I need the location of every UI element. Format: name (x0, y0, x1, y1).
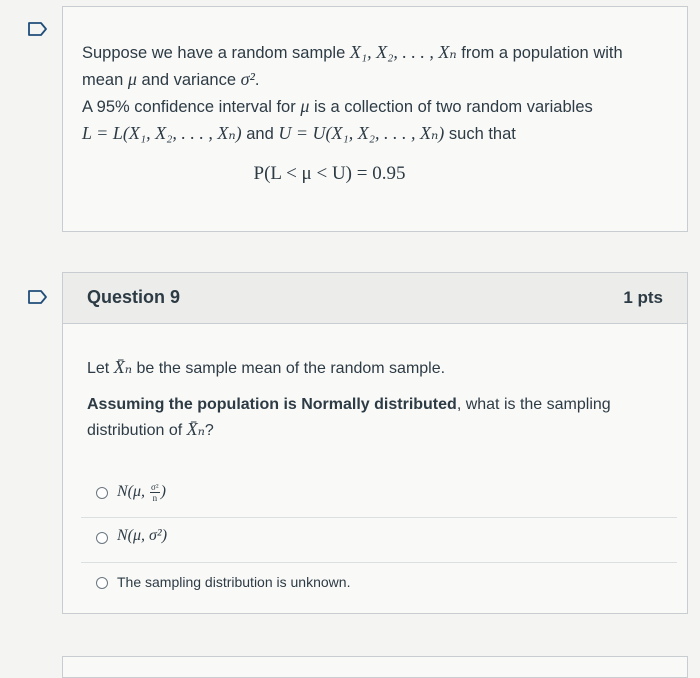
flag-icon[interactable] (28, 22, 48, 36)
flag-icon[interactable] (28, 290, 48, 304)
fraction (150, 482, 160, 503)
question-bold-text: Assuming the population is Normally distributed (87, 396, 457, 413)
intro-line4-suffix: such that (448, 125, 516, 143)
sample-mean-symbol: X̄ₙ (113, 357, 132, 377)
intro-line2-prefix: mean (82, 71, 124, 89)
question-title: Question 9 (87, 287, 181, 307)
probability-equation: P(L < μ < U) = 0.95 (253, 163, 406, 184)
question-header (63, 273, 687, 324)
mu-symbol: μ (300, 96, 310, 116)
radio-icon[interactable] (96, 577, 108, 589)
lower-bound-definition: L = L(X₁, X₂, . . . , Xₙ) (82, 123, 242, 143)
answer-suffix: ) (160, 483, 166, 501)
answer-option[interactable] (81, 562, 677, 607)
intro-text (82, 39, 672, 187)
intro-line3-prefix: A 95% confidence interval for (82, 98, 296, 116)
question-points: 1 pts (623, 288, 663, 307)
fraction-numerator: σ² (151, 482, 159, 492)
intro-line2-mid: and variance (141, 71, 236, 89)
question-mark: ? (204, 422, 214, 439)
intro-text-card (62, 6, 688, 232)
sample-notation: X₁, X₂, . . . , Xₙ (349, 42, 457, 62)
answer-label: N(μ, σ²) (117, 527, 168, 544)
sample-mean-symbol: X̄ₙ (186, 419, 205, 439)
question-text1-suffix: be the sample mean of the random sample. (136, 360, 446, 377)
intro-line1-suffix: from a population with (461, 44, 623, 62)
answer-label: The sampling distribution is unknown. (117, 574, 351, 590)
question-text1-prefix: Let (87, 360, 110, 377)
mu-symbol: μ (127, 69, 137, 89)
sigma-squared: σ² (240, 69, 255, 89)
question-text2-rest: , what is the sampling (456, 396, 611, 413)
intro-and: and (246, 125, 274, 143)
radio-icon[interactable] (96, 487, 108, 499)
fraction-denominator: n (152, 493, 158, 503)
answer-prefix: N(μ, (117, 483, 146, 501)
intro-line3-suffix: is a collection of two random variables (313, 98, 593, 116)
answer-option[interactable] (81, 517, 677, 562)
intro-line1-prefix: Suppose we have a random sample (82, 44, 346, 62)
answer-list (81, 473, 677, 607)
upper-bound-definition: U = U(X₁, X₂, . . . , Xₙ) (278, 123, 445, 143)
question-text3-prefix: distribution of (87, 422, 183, 439)
answer-label (117, 482, 166, 503)
radio-icon[interactable] (96, 532, 108, 544)
next-question-card (62, 656, 688, 678)
answer-option[interactable] (81, 473, 677, 517)
question-card (62, 272, 688, 614)
question-body (87, 355, 667, 443)
intro-line2-end: . (254, 71, 260, 89)
